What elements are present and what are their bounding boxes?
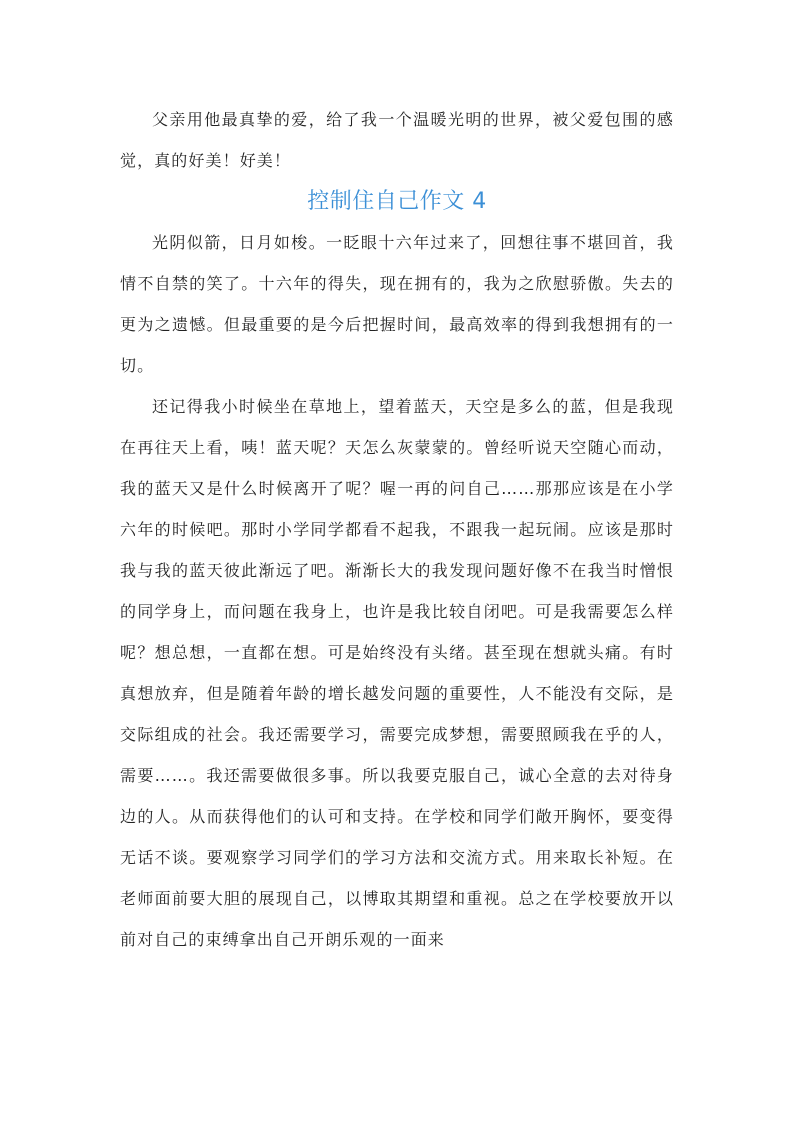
section-title: 控制住自己作文 4 [307,189,487,214]
intro-paragraph: 父亲用他最真挚的爱，给了我一个温暖光明的世界，被父爱包围的感觉，真的好美！好美！ [120,110,674,170]
body-paragraph-1: 光阴似箭，日月如梭。一眨眼十六年过来了，回想往事不堪回首，我情不自禁的笑了。十六年的得失，现在拥有的，我为之欣慰骄傲。失去的更为之遗憾。但最重要的是今后把握时间，最高效率的得到我想拥有的一切。 [120,233,674,375]
body-paragraph-2: 还记得我小时候坐在草地上，望着蓝天，天空是多么的蓝，但是我现在再往天上看，咦！蓝天呢？天怎么灰蒙蒙的。曾经听说天空随心而动，我的蓝天又是什么时候离开了呢？喔一再的问自己……那那应该是在小学六年的时候吧。那时小学同学都看不起我，不跟我一起玩闹。应该是那时我与我的蓝天彼此渐远了吧。渐渐长大的我发现问题好像不在我当时憎恨的同学身上，而问题在我身上，也许是我比较自闭吧。可是我需要怎么样呢？想总想，一直都在想。可是始终没有头绪。甚至现在想就头痛。有时真想放弃，但是随着年龄的增长越发问题的重要性，人不能没有交际，是交际组成的社会。我还需要学习，需要完成梦想，需要照顾我在乎的人，需要……。我还需要做很多事。所以我要克服自己，诚心全意的去对待身边的人。从而获得他们的认可和支持。在学校和同学们敞开胸怀，要变得无话不谈。要观察学习同学们的学习方法和交流方式。用来取长补短。在老师面前要大胆的展现自己，以博取其期望和重视。总之在学校要放开以前对自己的束缚拿出自己开朗乐观的一面来 [120,397,674,949]
